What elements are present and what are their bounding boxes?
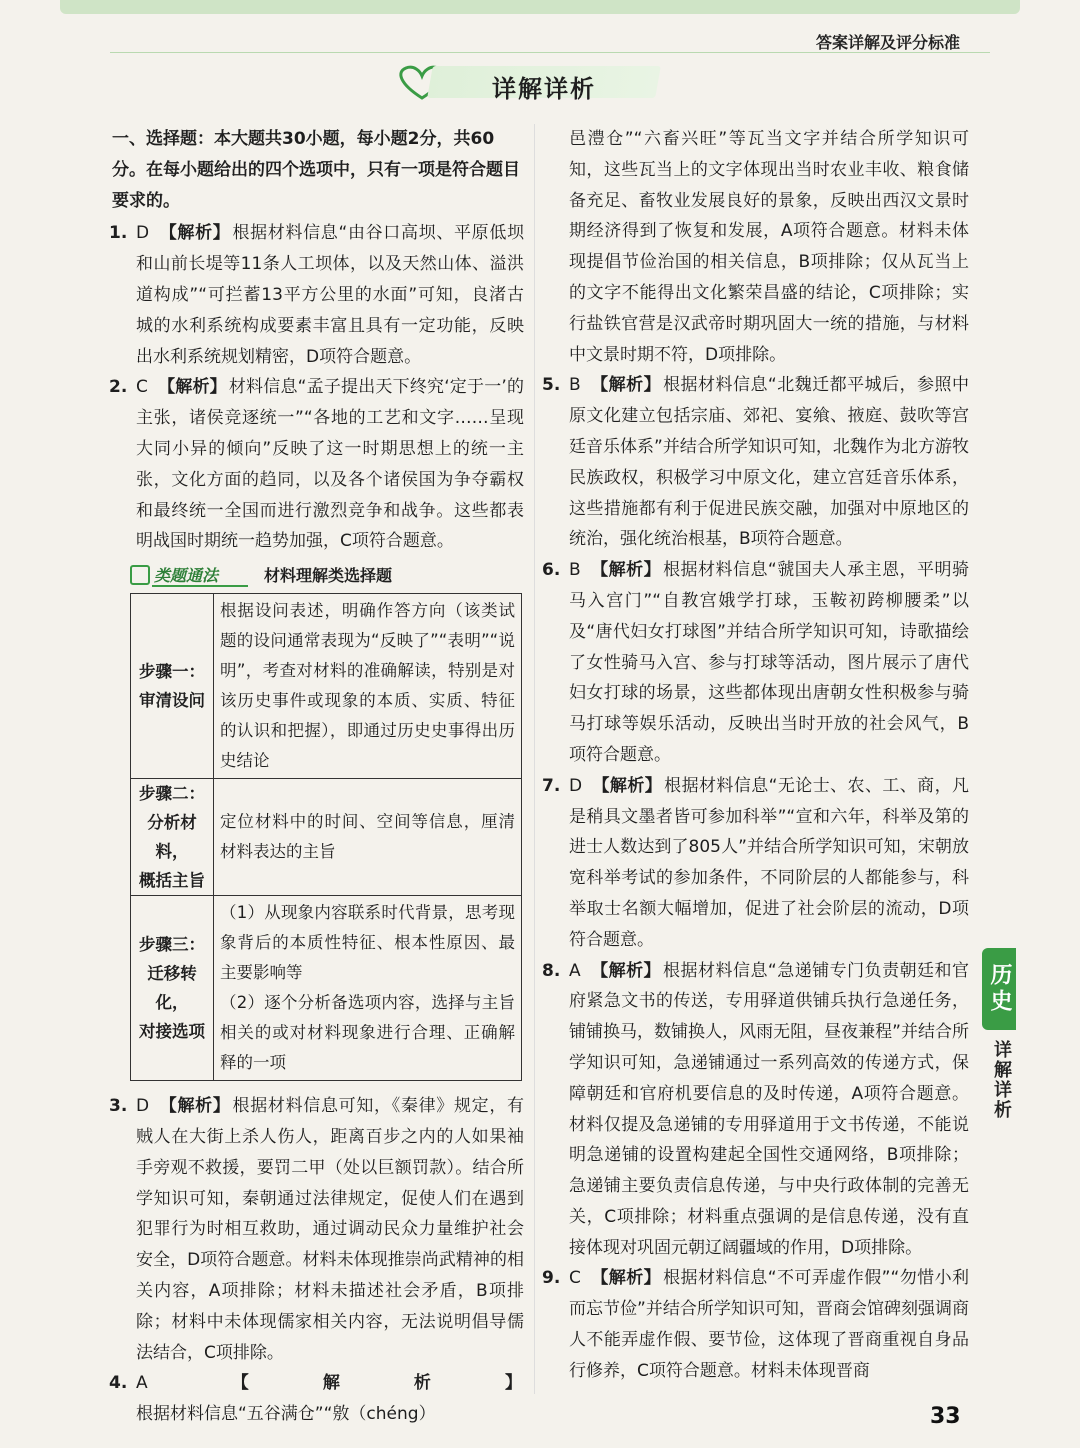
item-answer: B [569, 375, 581, 396]
item-text: 根据材料信息“虢国夫人承主恩，平明骑马入宫门”“自教宫娥学打球，玉鞍初跨柳腰柔”以及“唐代妇女打球图”并结合所学知识可知，诗歌描绘了女性骑马入宫、参与打球等活动，图片展示了唐代妇女打球的场景，这些都体现出唐朝女性积极参与骑马打球等娱乐活动，反映出当时开放的社会风气，B项符合题意。 [569, 560, 969, 765]
answer-item-8 [542, 956, 970, 1264]
item-text: 根据材料信息“五谷满仓”“敫（chéng） [136, 1404, 436, 1425]
section-banner [392, 62, 664, 102]
subject-tab: 历史 [982, 948, 1016, 1030]
table-row [131, 896, 522, 1081]
item-number: 5. [542, 375, 561, 396]
method-title: 材料理解类选择题 [264, 566, 393, 586]
item-answer: B [569, 560, 581, 581]
method-heading [130, 563, 524, 587]
answer-item-7 [542, 771, 970, 956]
item-text: 根据材料信息“急递铺专门负责朝廷和官府紧急文书的传送，专用驿道供铺兵执行急递任务，铺铺换马，数铺换人，风雨无阻，昼夜兼程”并结合所学知识可知，急递铺通过一系列高效的传递方式，保障朝廷和官府机要信息的及时传递，A项符合题意。材料仅提及急递铺的专用驿道用于文书传递，不能说明急递铺的设置构建起全国性交通网络，B项排除；急递铺主要负责信息传递，与中央行政体制的完善无关，C项排除；材料重点强调的是信息传递，没有直接体现对巩固元朝辽阔疆域的作用，D项排除。 [569, 960, 970, 1258]
item-number: 3. [109, 1096, 128, 1117]
analysis-tag: 【解析】 [157, 377, 227, 398]
item-number: 6. [542, 560, 561, 581]
answer-item-2 [109, 372, 524, 557]
item-4-continued: 邑澧仓”“六畜兴旺”等瓦当文字并结合所学知识可知，这些瓦当上的文字体现出当时农业丰收、粮食储备充足、畜牧业发展良好的景象，反映出西汉文景时期经济得到了恢复和发展，A项符合题意。材料未体现提倡节俭治国的相关信息，B项排除；仅从瓦当上的文字不能得出文化繁荣昌盛的结论，C项排除；实行盐铁官营是汉武帝时期巩固大一统的措施，与材料中文景时期不符，D项排除。 [569, 129, 969, 365]
analysis-tag: 【解析】 [590, 1268, 662, 1289]
step-name-line: 步骤二： [139, 784, 205, 804]
item-answer: C [569, 1268, 581, 1289]
step-name-line: 概括主旨 [139, 871, 205, 891]
header-rule [110, 52, 990, 53]
item-text: 根据材料信息“北魏迁都平城后，参照中原文化建立包括宗庙、郊祀、宴飨、掖庭、鼓吹等宫廷音乐体系”并结合所学知识可知，北魏作为北方游牧民族政权，积极学习中原文化，建立宫廷音乐体系，这些措施都有利于促进民族交融，加强对中原地区的统治，强化统治根基，B项符合题意。 [569, 375, 969, 550]
answer-item-1 [109, 218, 524, 372]
answer-item-9 [542, 1263, 970, 1386]
steps-table [130, 593, 522, 1081]
analysis-tag: 【解析】 [159, 223, 231, 244]
left-column [109, 124, 525, 1430]
answer-item-4 [109, 1368, 524, 1430]
step-name-line: 对接选项 [139, 1022, 205, 1042]
method-tag-underline [152, 585, 248, 587]
step-2-label [131, 779, 214, 896]
section-intro: 一、选择题：本大题共30小题，每小题2分，共60分。在每小题给出的四个选项中，只有一项是符合题目要求的。 [112, 129, 520, 211]
page-number: 33 [930, 1404, 961, 1429]
table-row [131, 779, 522, 896]
item-number: 4. [109, 1373, 128, 1394]
item-answer: A [136, 1373, 148, 1394]
analysis-tag: 【解析】 [590, 560, 662, 581]
item-text: 根据材料信息可知，《秦律》规定，有贼人在大街上杀人伤人，距离百步之内的人如果袖手旁观不救援，要罚二甲（处以巨额罚款）。结合所学知识可知，秦朝通过法律规定，促使人们在遇到犯罪行为时相互救助，通过调动民众力量维护社会安全，D项符合题意。材料未体现推崇尚武精神的相关内容，A项排除；材料未描述社会矛盾，B项排除；材料中未体现儒家相关内容，无法说明倡导儒法结合，C项排除。 [136, 1096, 525, 1363]
answer-item-5 [542, 370, 969, 555]
step-2-desc: 定位材料中的时间、空间等信息，厘清材料表达的主旨 [214, 779, 522, 896]
top-color-bar [60, 0, 1020, 14]
step-1-label [131, 594, 214, 779]
method-tag: 类题通法 [154, 566, 219, 586]
step-name-line: 步骤三： [139, 935, 205, 955]
step-name-line: 迁移转化， [147, 964, 197, 1013]
running-head: 答案详解及评分标准 [815, 33, 960, 52]
analysis-tag: 【解析】 [590, 960, 662, 981]
item-text: 根据材料信息“由谷口高坝、平原低坝和山前长堤等11条人工坝体，以及天然山体、溢洪道构成”“可拦蓄13平方公里的水面”可知，良渚古城的水利系统构成要素丰富且具有一定功能，反映出水利系统规划精密，D项符合题意。 [136, 223, 524, 367]
table-row [131, 594, 522, 779]
column-divider [534, 124, 535, 1394]
item-answer: D [136, 223, 150, 244]
answer-item-3 [109, 1091, 525, 1368]
answer-item-6 [542, 555, 969, 771]
step-3-label [131, 896, 214, 1081]
right-column [542, 124, 970, 1387]
banner-title: 详解详析 [492, 75, 596, 103]
analysis-tag: 【解析】 [157, 1373, 522, 1394]
method-icon [130, 565, 150, 585]
item-number: 1. [109, 223, 128, 244]
item-number: 2. [109, 377, 128, 398]
step-name-line: 审清设问 [139, 691, 205, 711]
item-text: 材料信息“孟子提出天下终究‘定于一’的主张，诸侯竞逐统一”“各地的工艺和文字……呈现大同小异的倾向”反映了这一时期思想上的统一主张，文化方面的趋同，以及各个诸侯国为争夺霸权和最终统一全国而进行激烈竞争和战争。这些都表明战国时期统一趋势加强，C项符合题意。 [136, 377, 524, 552]
step-name-line: 步骤一： [139, 662, 205, 682]
step-name-line: 分析材料， [147, 813, 197, 862]
item-answer: C [136, 377, 148, 398]
item-answer: D [136, 1096, 150, 1117]
item-text: 根据材料信息“不可弄虚作假”“勿惜小利而忘节俭”并结合所学知识可知，晋商会馆碑刻强调商人不能弄虚作假、要节俭，这体现了晋商重视自身品行修养，C项符合题意。材料未体现晋商 [569, 1268, 970, 1381]
step-3-point-2: （2）逐个分析备选项内容，选择与主旨相关的或对材料现象进行合理、正确解释的一项 [220, 993, 515, 1073]
item-number: 9. [542, 1268, 561, 1289]
item-number: 8. [542, 960, 561, 981]
analysis-tag: 【解析】 [590, 375, 662, 396]
analysis-tag: 【解析】 [159, 1096, 231, 1117]
item-text: 根据材料信息“无论士、农、工、商，凡是稍具文墨者皆可参加科举”“宣和六年，科举及第的进士人数达到了805人”并结合所学知识可知，宋朝放宽科举考试的参加条件，不同阶层的人都能参与，科举取士名额大幅增加，促进了社会阶层的流动，D项符合题意。 [569, 775, 970, 950]
analysis-tag: 【解析】 [592, 775, 663, 796]
item-number: 7. [542, 775, 561, 796]
item-answer: A [569, 960, 581, 981]
side-label: 详解详析 [991, 1040, 1012, 1120]
item-answer: D [569, 775, 583, 796]
step-3-desc [214, 896, 522, 1081]
step-3-point-1: （1）从现象内容联系时代背景，思考现象背后的本质性特征、根本性原因、最主要影响等 [220, 903, 515, 983]
step-1-desc: 根据设问表述，明确作答方向（该类试题的设问通常表现为“反映了”“表明”“说明”，考查对材料的准确解读，特别是对该历史事件或现象的本质、实质、特征的认识和把握），即通过历史史事得出历史结论 [214, 594, 522, 779]
